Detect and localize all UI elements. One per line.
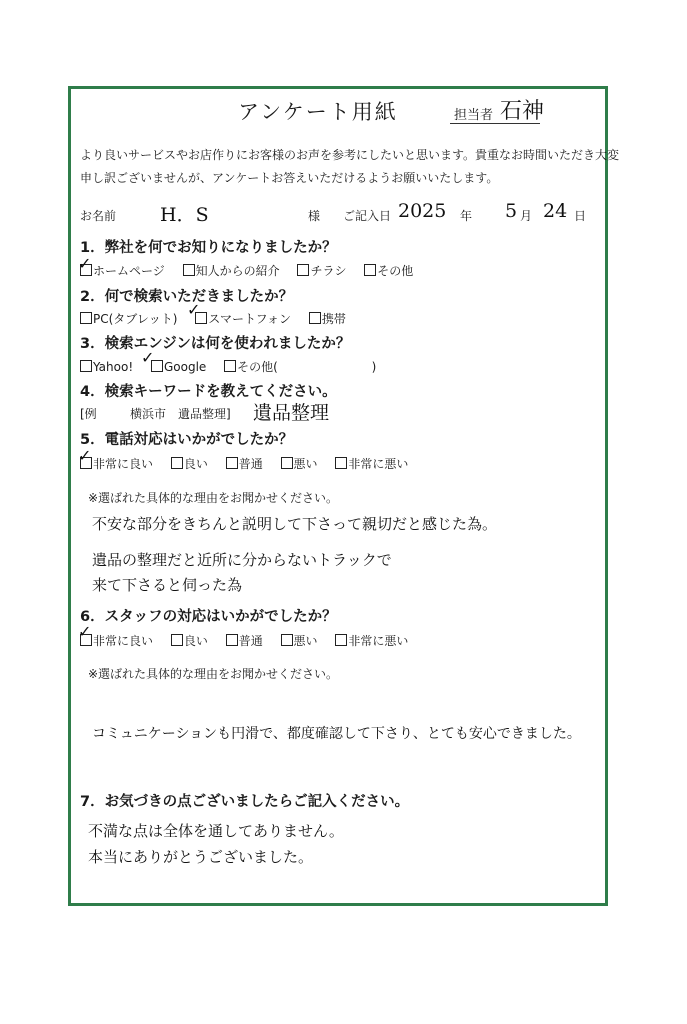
checkbox[interactable]: [226, 634, 238, 646]
name-label: お名前: [80, 209, 117, 223]
q6-answer-line-1: コミュニケーションも円滑で、都度確認して下さり、とても安心できました。: [92, 726, 581, 742]
checkmark-icon: ✓: [78, 446, 92, 465]
q4-example-label: [例: [80, 407, 97, 421]
checkbox[interactable]: [281, 457, 293, 469]
checkbox[interactable]: [183, 264, 195, 276]
q5-option-very-bad[interactable]: 非常に悪い: [335, 457, 408, 471]
q5-note: ※選ばれた具体的な理由をお聞かせください。: [88, 491, 339, 505]
checkbox[interactable]: [80, 360, 92, 372]
checkbox[interactable]: [171, 457, 183, 469]
staff-name-handwritten: 石神: [500, 99, 545, 124]
checkbox[interactable]: [281, 634, 293, 646]
q5-answer-line-1: 不安な部分をきちんと説明して下さって親切だと感じた為。: [92, 515, 498, 533]
day-unit: 日: [574, 209, 587, 223]
checkbox[interactable]: [335, 457, 347, 469]
question-1: 1．弊社を何でお知りになりましたか？: [80, 240, 337, 256]
q3-option-other[interactable]: その他(: [224, 360, 278, 374]
form-title: アンケート用紙: [238, 100, 398, 124]
q6-note: ※選ばれた具体的な理由をお聞かせください。: [88, 667, 339, 681]
q7-answer-line-2: 本当にありがとうございました。: [88, 848, 314, 866]
checkbox[interactable]: [171, 634, 183, 646]
q6-option-very-good[interactable]: 非常に良い: [80, 634, 153, 648]
q3-options: [80, 358, 376, 375]
q5-answer-line-2: 遺品の整理だと近所に分からないトラックで: [92, 551, 392, 569]
staff-label: 担当者: [454, 108, 494, 123]
date-month: 5: [505, 200, 518, 222]
question-4: 4．検索キーワードを教えてください。: [80, 384, 337, 400]
q5-option-bad[interactable]: 悪い: [281, 457, 318, 471]
q2-options: [80, 310, 360, 327]
q3-option-google[interactable]: Google: [151, 360, 206, 374]
checkmark-icon: ✓: [78, 622, 92, 641]
date-label: ご記入日: [343, 209, 392, 223]
q3-other-close: ): [371, 360, 377, 374]
q1-option-flyer[interactable]: チラシ: [297, 264, 346, 278]
q2-option-pc[interactable]: PC(タブレット): [80, 312, 177, 326]
question-7: 7．お気づきの点ございましたらご記入ください。: [80, 794, 410, 810]
q4-answer: 遺品整理: [253, 402, 330, 424]
q1-option-referral[interactable]: 知人からの紹介: [183, 264, 280, 278]
checkbox[interactable]: [80, 312, 92, 324]
date-year: 2025: [398, 200, 447, 222]
q1-options: [80, 262, 427, 279]
q6-option-average[interactable]: 普通: [226, 634, 263, 648]
checkbox[interactable]: [226, 457, 238, 469]
q6-options: [80, 632, 422, 649]
checkbox[interactable]: [364, 264, 376, 276]
q1-option-other[interactable]: その他: [364, 264, 413, 278]
q4-example-text: 横浜市 遺品整理]: [130, 407, 231, 421]
checkbox[interactable]: [335, 634, 347, 646]
q5-option-average[interactable]: 普通: [226, 457, 263, 471]
month-unit: 月: [520, 209, 533, 223]
checkmark-icon: ✓: [78, 254, 92, 273]
name-value: H．S: [160, 204, 209, 226]
question-5: 5．電話対応はいかがでしたか？: [80, 432, 294, 448]
q2-option-smartphone[interactable]: スマートフォン: [195, 312, 291, 326]
q6-option-bad[interactable]: 悪い: [281, 634, 318, 648]
q6-option-good[interactable]: 良い: [171, 634, 208, 648]
q5-answer-line-3: 来て下さると伺った為: [92, 576, 243, 594]
intro-line-1: より良いサービスやお店作りにお客様のお声を参考にしたいと思います。貴重なお時間いただき大変: [80, 148, 620, 162]
q7-answer-line-1: 不満な点は全体を通してありません。: [88, 822, 344, 840]
honorific: 様: [308, 209, 321, 223]
checkmark-icon: ✓: [141, 348, 155, 367]
date-day: 24: [543, 200, 568, 222]
checkmark-icon: ✓: [187, 300, 201, 319]
question-6: 6．スタッフの対応はいかがでしたか？: [80, 609, 337, 625]
year-unit: 年: [460, 209, 473, 223]
q5-option-very-good[interactable]: 非常に良い: [80, 457, 153, 471]
q3-option-yahoo[interactable]: Yahoo!: [80, 360, 133, 374]
question-2: 2．何で検索いただきましたか？: [80, 289, 294, 305]
q2-option-mobile[interactable]: 携帯: [309, 312, 346, 326]
q5-option-good[interactable]: 良い: [171, 457, 208, 471]
checkbox[interactable]: [309, 312, 321, 324]
checkbox[interactable]: [297, 264, 309, 276]
q5-options: [80, 455, 422, 472]
intro-line-2: 申し訳ございませんが、アンケートお答えいただけるようお願いいたします。: [80, 171, 499, 185]
checkbox[interactable]: [224, 360, 236, 372]
staff-underline: [450, 123, 540, 124]
q6-option-very-bad[interactable]: 非常に悪い: [335, 634, 408, 648]
question-3: 3．検索エンジンは何を使われましたか？: [80, 336, 351, 352]
q1-option-homepage[interactable]: ホームページ: [80, 264, 165, 278]
